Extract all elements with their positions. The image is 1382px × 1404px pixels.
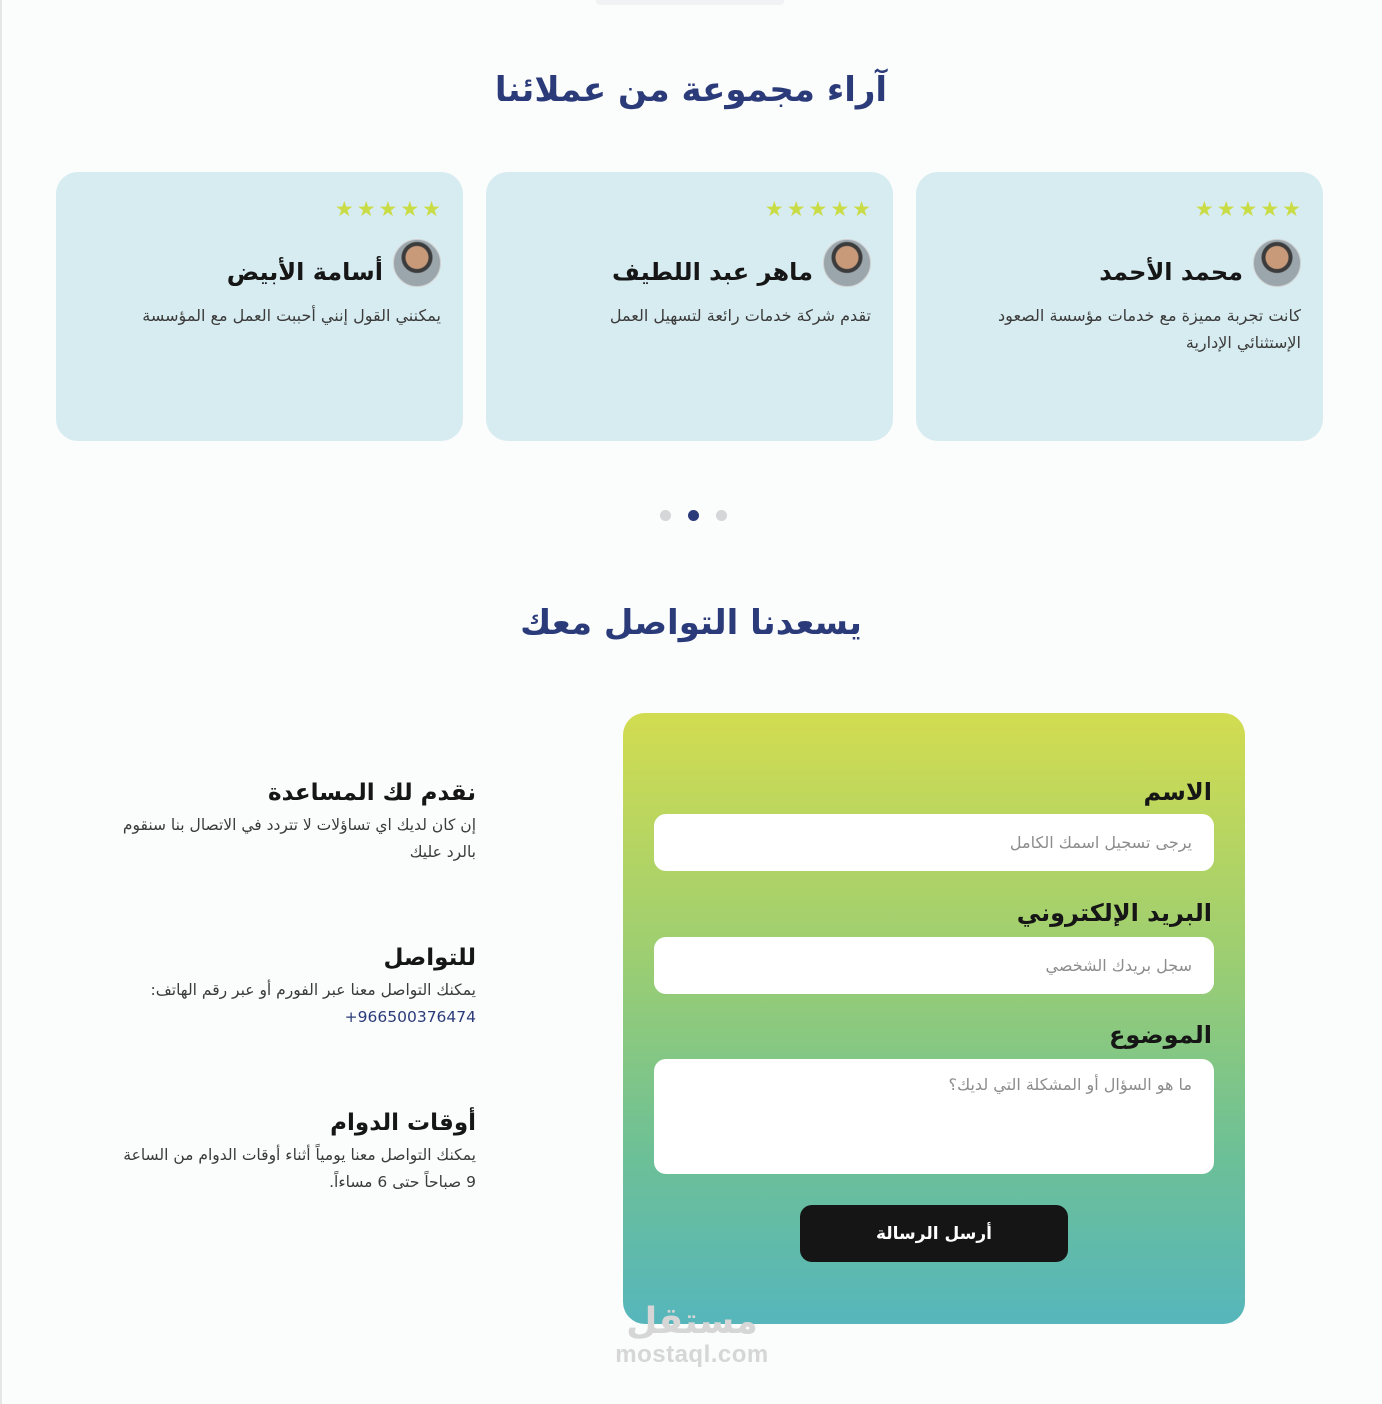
watermark-arabic: مستقل (626, 1301, 758, 1342)
review-text: كانت تجربة مميزة مع خدمات مؤسسة الصعود الإستثنائي الإدارية (998, 306, 1301, 352)
info-text (116, 977, 476, 1031)
send-message-button[interactable]: أرسل الرسالة (800, 1205, 1068, 1262)
star-icon: ★ (400, 197, 420, 221)
subject-textarea[interactable] (654, 1059, 1214, 1174)
info-text: يمكنك التواصل معنا يومياً أثناء أوقات الدوام من الساعة 9 صباحاً حتى 6 مساءاً. (123, 1146, 476, 1191)
star-icon: ★ (764, 197, 784, 221)
carousel-pagination (660, 510, 727, 521)
avatar (823, 239, 871, 287)
star-icon: ★ (422, 197, 441, 221)
rating-stars (1195, 199, 1301, 220)
contact-title: يسعدنا التواصل معك (520, 603, 862, 643)
avatar (1253, 239, 1301, 287)
star-icon: ★ (852, 197, 871, 221)
star-icon: ★ (356, 197, 376, 221)
contact-form (623, 713, 1245, 1324)
info-block-contact (116, 945, 476, 1031)
reviewer-name: أسامة الأبيض (226, 258, 383, 286)
info-block-hours (116, 1110, 476, 1196)
star-icon: ★ (378, 197, 398, 221)
phone-number[interactable]: +966500376474 (344, 1008, 476, 1026)
subject-label: الموضوع (1108, 1021, 1212, 1049)
star-icon: ★ (808, 197, 828, 221)
review-text: يمكنني القول إنني أحببت العمل مع المؤسسة (142, 306, 441, 325)
star-icon: ★ (1216, 197, 1236, 221)
star-icon: ★ (1194, 197, 1214, 221)
info-block-help (116, 780, 476, 866)
reviewer-name: محمد الأحمد (1099, 258, 1243, 286)
info-text-body: يمكنك التواصل معنا عبر الفورم أو عبر رقم الهاتف: (150, 981, 476, 999)
testimonials-title: آراء مجموعة من عملائنا (494, 70, 888, 110)
star-icon: ★ (1282, 197, 1301, 221)
testimonial-card (56, 172, 463, 441)
info-title: نقدم لك المساعدة (268, 780, 476, 806)
rating-stars (765, 199, 871, 220)
name-input[interactable] (654, 814, 1214, 871)
star-icon: ★ (830, 197, 850, 221)
page-left-border (0, 0, 2, 1404)
info-title: أوقات الدوام (330, 1110, 476, 1136)
mostaql-watermark (604, 1302, 780, 1368)
review-text: تقدم شركة خدمات رائعة لتسهيل العمل (609, 306, 871, 325)
watermark-latin: mostaql.com (615, 1341, 769, 1368)
top-decor-bar (596, 0, 784, 5)
email-label: البريد الإلكتروني (1016, 899, 1212, 927)
star-icon: ★ (334, 197, 354, 221)
star-icon: ★ (1238, 197, 1258, 221)
name-label: الاسم (1143, 778, 1212, 806)
carousel-dot-active[interactable] (688, 510, 699, 521)
info-title: للتواصل (383, 945, 476, 971)
testimonial-card (916, 172, 1323, 441)
rating-stars (335, 199, 441, 220)
info-text: إن كان لديك اي تساؤلات لا تتردد في الاتصال بنا سنقوم بالرد عليك (122, 816, 476, 861)
reviewer-name: ماهر عبد اللطيف (612, 258, 813, 286)
star-icon: ★ (786, 197, 806, 221)
testimonial-card (486, 172, 893, 441)
carousel-dot[interactable] (660, 510, 671, 521)
avatar (393, 239, 441, 287)
email-input[interactable] (654, 937, 1214, 994)
star-icon: ★ (1260, 197, 1280, 221)
carousel-dot[interactable] (716, 510, 727, 521)
